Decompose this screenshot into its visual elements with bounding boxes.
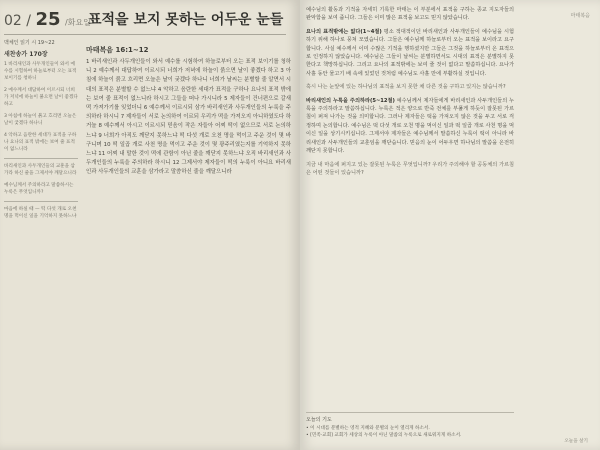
- commentary: [306, 6, 514, 182]
- hymn-number: 새찬송가 170장: [4, 51, 48, 58]
- scripture-text: 1 바리새인과 사두개인들이 와서 예수를 시험하여 하늘로부터 오는 표적 보이기를 청하니 2 예수께서 대답하여 이르시되 너희가 저녁에 하늘이 붉으면 날이 좋겠다 하고 3 아침에 하늘이 붉고 흐리면 오늘은 날이 궂겠다 하나니 너희가 날씨는 분별할 줄 알면서 시대의 표적은 분별할 수 없느냐 4 악하고 음란한 세대가 표적을 구하나 요나의 표적 밖에는 보여 줄 표적이 없느니라 하시고 그들을 떠나 가시니라 5 제자들이 건너편으로 갈새 떡 가져가기를 잊었더니 6 예수께서 이르시되 삼가 바리새인과 사두개인들의 누룩을 주의하라 하시니 7 제자들이 서로 논의하여 이르되 우리가 떡을 가져오지 아니하였도다 하거늘 8 예수께서 아시고 이르시되 믿음이 작은 자들아 어찌 떡이 없으므로 서로 논의하느냐 9 너희가 아직도 깨닫지 못하느냐 떡 다섯 개로 오천 명을 먹이고 주운 것이 몇 바구니며 10 떡 일곱 개로 사천 명을 먹이고 주운 것이 몇 광주리였는지를 기억하지 못하느냐 11 어찌 내 말한 것이 떡에 관함이 아닌 줄을 깨닫지 못하느냐 오직 바리새인과 사두개인들의 누룩을 주의하라 하시니 12 그제서야 제자들이 떡의 누룩이 아니요 바리새인과 사두개인들의 교훈을 삼가라고 말씀하신 줄을 깨달으니라: [86, 59, 291, 176]
- section-1-text: 평소 적대적이던 바리새인과 사두개인들이 예수님을 시험하기 위해 하나로 뭉쳐 모였습니다. 그들은 예수님께 하늘로부터 오는 표적을 보이라고 요구합니다. 사실 예수께서 이미 수많은 기적을 행하셨지만 그들은 그것을 하늘로부터 온 표적으로 인정하지 않았습니다. 예수님은 그들이 날씨는 분별하면서도 시대의 표적은 분별하지 못한다고 책망하십니다. 그리고 요나의 표적밖에는 보여 줄 것이 없다고 말씀하십니다. 요나가 사흘 동안 물고기 배 속에 있었던 것처럼 예수님도 사흘 만에 부활하실 것입니다.: [306, 28, 515, 77]
- date-month: 02: [4, 13, 22, 29]
- section-1: [306, 28, 514, 78]
- section-1-heading: 요나의 표적밖에는 없다(1~4절): [306, 28, 382, 35]
- sidebar-note: 3 아침에 하늘이 붉고 흐리면 오늘은 날이 궂겠다 하나니: [4, 114, 77, 126]
- prayer-item: • 이 시대를 분별하는 영적 지혜와 분별의 눈이 열리게 하소서.: [306, 426, 430, 431]
- sidebar-divider: [4, 201, 78, 202]
- page-footer: 오늘을 살기: [564, 439, 588, 444]
- reflection-question-2: 지금 내 마음에 퍼지고 있는 잘못된 누룩은 무엇입니까? 우리가 주의해야 할 공동체의 가르침은 어떤 것들이 있습니까?: [306, 161, 514, 176]
- reflection-question-1: 혹시 나는 눈앞에 있는 하나님의 표적을 보지 못한 채 다른 것을 구하고 있지는 않습니까?: [306, 84, 506, 91]
- book-tag: 마태복음: [570, 13, 590, 19]
- page-title: 표적을 보지 못하는 어두운 눈들: [88, 12, 284, 28]
- sidebar-note: 바리새인과 사두개인들의 교훈을 삼가라 하신 줄을 그제서야 깨달으니라: [4, 164, 77, 176]
- header-divider: [4, 34, 286, 35]
- intro-paragraph: 예수님의 활동과 기적을 자세히 기록한 마태는 이 부분에서 표적을 구하는 종교 지도자들의 완악함을 보여 줍니다. 그들은 이미 많은 표적을 보고도 믿지 않았습니다.: [306, 7, 514, 22]
- date-day: 25: [35, 9, 61, 30]
- reading-plan: 맥체인 읽기 시 19~22: [4, 40, 55, 46]
- sidebar-note: 2 예수께서 대답하여 이르시되 너희가 저녁에 하늘이 붉으면 날이 좋겠다 하고: [4, 88, 78, 107]
- sidebar-note: 마음에 하실 때 — 떡 다섯 개로 오천 명을 먹이신 일을 기억하지 못하느냐: [4, 207, 77, 219]
- prayer-item: • [민족·교회] 교회가 세상의 누룩이 아닌 말씀의 누룩으로 새로워지게 하소서.: [306, 433, 462, 438]
- sidebar-note: 4 악하고 음란한 세대가 표적을 구하나 요나의 표적 밖에는 보여 줄 표적이 없느니라: [4, 133, 77, 152]
- section-2: [306, 97, 514, 156]
- sidebar-note: 예수님께서 주의하라고 말씀하시는 누룩은 무엇입니까?: [4, 183, 74, 195]
- prayer-box: [306, 412, 514, 439]
- sidebar: [4, 40, 78, 225]
- section-2-text: 예수님께서 제자들에게 바리새인과 사두개인들의 누룩을 주의하라고 말씀하십니다. 누룩은 적은 양으로 반죽 전체를 부풀게 하듯이 잘못된 가르침이 퍼져 나가는 것을 의미합니다. 그러나 제자들은 떡을 가져오지 않은 것을 두고 서로 걱정하며 논의합니다. 예수님은 떡 다섯 개로 오천 명을 먹이신 일과 떡 일곱 개로 사천 명을 먹이신 일을 상기시키십니다. 그제서야 제자들은 예수님께서 말씀하신 누룩이 떡이 아니라 바리새인과 사두개인들의 교훈임을 깨닫습니다. 믿음의 눈이 어두우면 하나님의 말씀을 온전히 깨닫지 못합니다.: [306, 97, 514, 155]
- prayer-heading: 오늘의 기도: [306, 417, 332, 423]
- passage-reference: 마태복음 16:1~12: [86, 46, 149, 54]
- sidebar-divider: [4, 158, 78, 159]
- date-header: 02 / 25 /화요일: [4, 9, 91, 30]
- date-weekday: /화요일: [64, 18, 91, 27]
- section-2-heading: 바리새인의 누룩을 주의하라(5~12절): [306, 97, 395, 104]
- sidebar-note: 1 바리새인과 사두개인들이 와서 예수를 시험하여 하늘로부터 오는 표적 보이기를 청하니: [4, 62, 77, 81]
